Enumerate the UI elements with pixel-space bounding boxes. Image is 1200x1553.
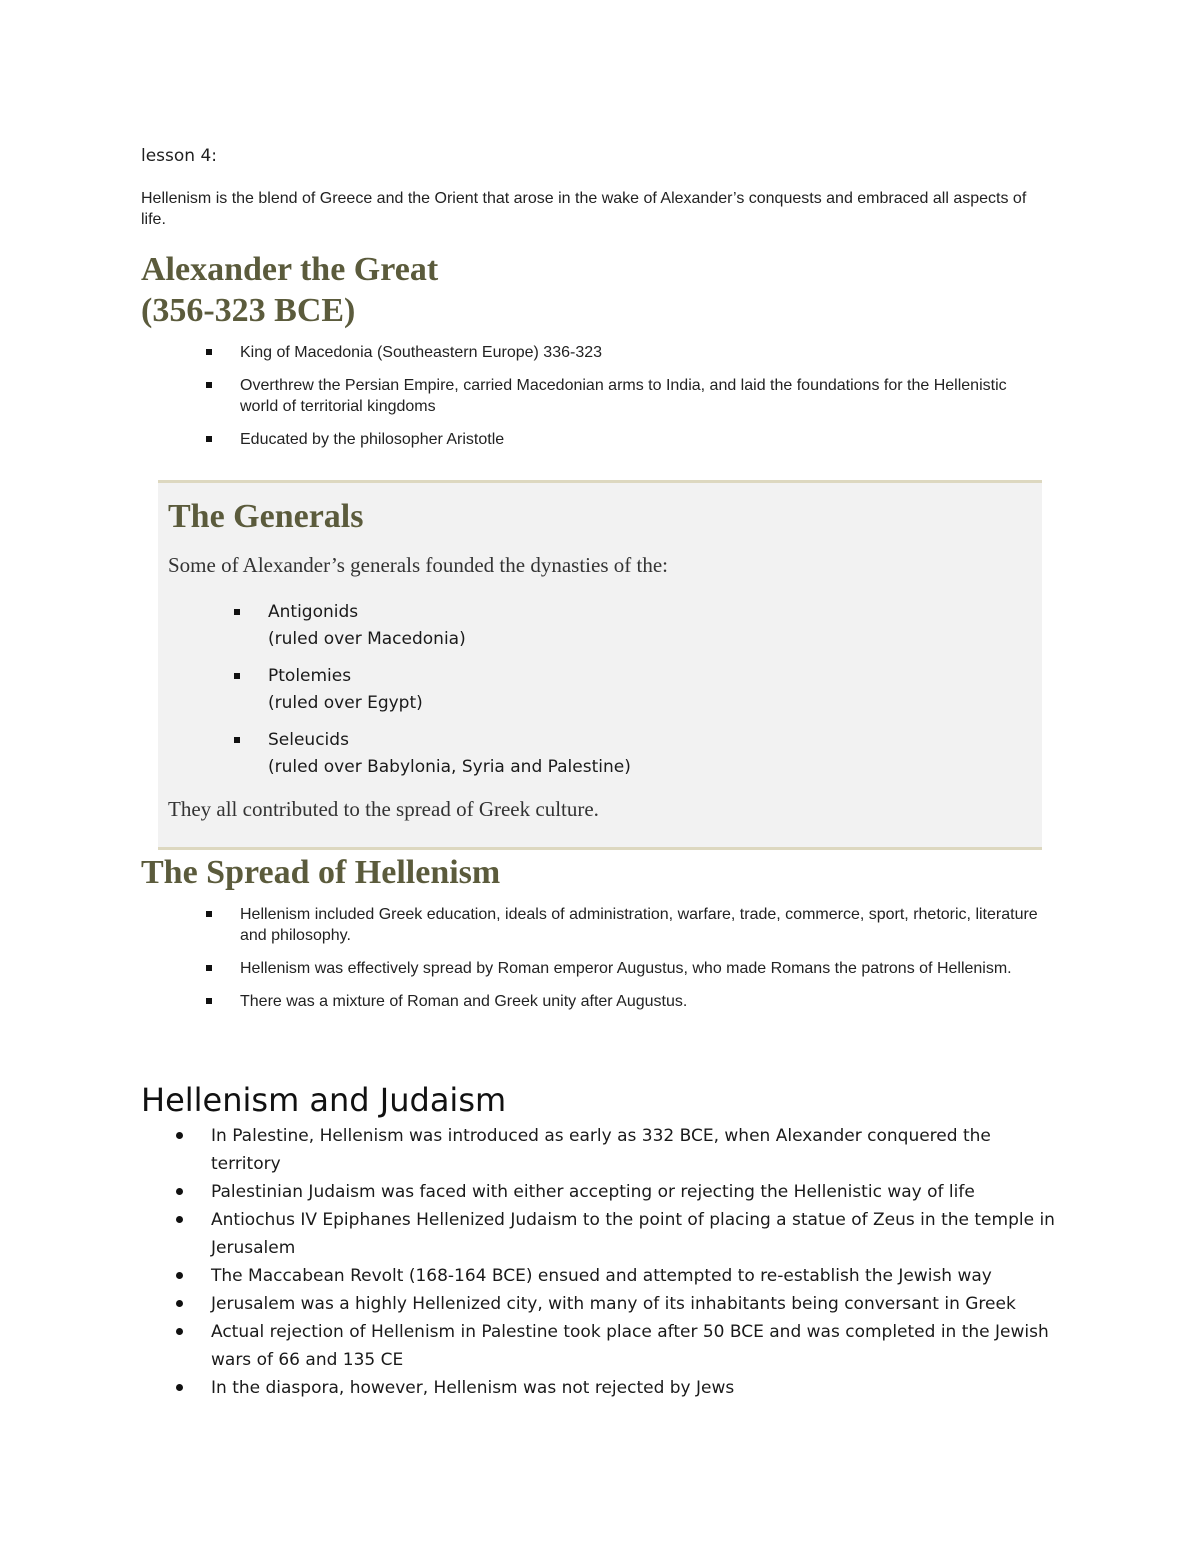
spread-heading: The Spread of Hellenism (141, 854, 501, 891)
judaism-list (174, 1122, 1064, 1402)
list-item (174, 1318, 1064, 1374)
square-bullet-icon (206, 436, 212, 442)
alexander-list (206, 342, 1026, 462)
round-bullet-icon (176, 1384, 183, 1391)
dynasty-name: Seleucids (268, 730, 349, 750)
list-item-text: In the diaspora, however, Hellenism was not rejected by Jews (211, 1378, 735, 1398)
dynasty-detail: (ruled over Egypt) (268, 693, 423, 713)
generals-outro: They all contributed to the spread of Greek culture. (168, 797, 599, 821)
square-bullet-icon (206, 349, 212, 355)
lesson-label: lesson 4: (141, 146, 218, 166)
list-item-text: Actual rejection of Hellenism in Palestine took place after 50 BCE and was completed in the Jewish wars of 66 and 135 CE (211, 1322, 1049, 1370)
list-item-text: Antiochus IV Epiphanes Hellenized Judaism to the point of placing a statue of Zeus in the temple in Jerusalem (211, 1210, 1055, 1258)
judaism-heading: Hellenism and Judaism (141, 1081, 507, 1119)
round-bullet-icon (176, 1188, 183, 1195)
dynasty-detail: (ruled over Macedonia) (268, 629, 466, 649)
list-item (234, 663, 934, 717)
list-item (174, 1374, 1064, 1402)
alexander-heading (141, 249, 438, 331)
round-bullet-icon (176, 1328, 183, 1335)
list-item (206, 375, 1026, 417)
list-item (234, 727, 934, 781)
square-bullet-icon (206, 911, 212, 917)
dynasty-name: Ptolemies (268, 666, 352, 686)
round-bullet-icon (176, 1132, 183, 1139)
list-item-text: Jerusalem was a highly Hellenized city, with many of its inhabitants being conversant in Greek (211, 1294, 1016, 1314)
round-bullet-icon (176, 1300, 183, 1307)
list-item-text: Overthrew the Persian Empire, carried Macedonian arms to India, and laid the foundations for the Hellenistic world of territorial kingdoms (240, 377, 1007, 415)
dynasty-name: Antigonids (268, 602, 359, 622)
list-item-text: The Maccabean Revolt (168-164 BCE) ensued and attempted to re-establish the Jewish way (211, 1266, 992, 1286)
square-bullet-icon (206, 382, 212, 388)
list-item (174, 1262, 1064, 1290)
list-item (206, 958, 1051, 979)
intro-paragraph: Hellenism is the blend of Greece and the Orient that arose in the wake of Alexander’s conquests and embraced all aspects of life. (141, 190, 1027, 228)
list-item (206, 991, 1051, 1012)
square-bullet-icon (234, 609, 240, 615)
list-item (174, 1178, 1064, 1206)
square-bullet-icon (206, 998, 212, 1004)
generals-heading: The Generals (168, 498, 364, 535)
list-item (234, 599, 934, 653)
round-bullet-icon (176, 1216, 183, 1223)
generals-intro: Some of Alexander’s generals founded the dynasties of the: (168, 553, 668, 577)
list-item-text: King of Macedonia (Southeastern Europe) 336-323 (240, 344, 603, 361)
list-item (174, 1290, 1064, 1318)
list-item-text: There was a mixture of Roman and Greek unity after Augustus. (240, 993, 688, 1010)
square-bullet-icon (234, 737, 240, 743)
dynasty-detail: (ruled over Babylonia, Syria and Palestine) (268, 757, 631, 777)
list-item (174, 1122, 1064, 1178)
list-item-text: In Palestine, Hellenism was introduced as early as 332 BCE, when Alexander conquered the territory (211, 1126, 991, 1174)
round-bullet-icon (176, 1272, 183, 1279)
list-item (206, 904, 1051, 946)
list-item-text: Hellenism included Greek education, ideals of administration, warfare, trade, commerce, sport, rhetoric, literature and philosophy. (240, 906, 1038, 944)
list-item (206, 429, 1026, 450)
list-item (174, 1206, 1064, 1262)
generals-list (234, 599, 934, 791)
list-item-text: Educated by the philosopher Aristotle (240, 431, 505, 448)
alexander-heading-line1: Alexander the Great (141, 251, 439, 288)
alexander-heading-line2: (356-323 BCE) (141, 292, 356, 329)
list-item-text: Palestinian Judaism was faced with either accepting or rejecting the Hellenistic way of life (211, 1182, 975, 1202)
generals-callout-box (158, 480, 1042, 850)
list-item-text: Hellenism was effectively spread by Roman emperor Augustus, who made Romans the patrons of Hellenism. (240, 960, 1012, 977)
square-bullet-icon (206, 965, 212, 971)
spread-list (206, 904, 1051, 1024)
list-item (206, 342, 1026, 363)
square-bullet-icon (234, 673, 240, 679)
